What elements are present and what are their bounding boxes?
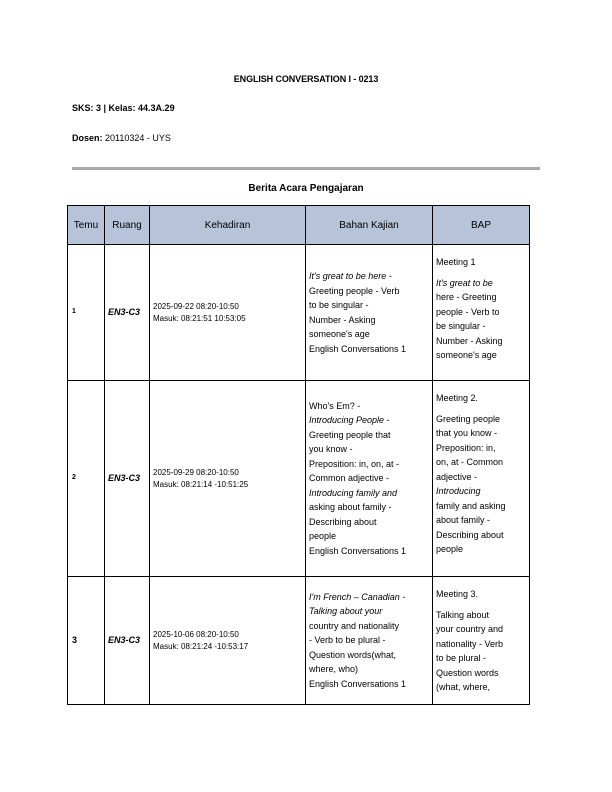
- bap-line: (what, where,: [436, 682, 491, 692]
- bahan-kajian-cell: [306, 381, 433, 577]
- material-line: asking about family -: [309, 502, 392, 513]
- bap-line: be singular -: [436, 321, 486, 331]
- material-line: you know -: [309, 444, 353, 455]
- material-line: Question words(what,: [309, 649, 397, 660]
- header-temu: Temu: [68, 206, 105, 245]
- material-line: I'm French – Canadian -: [309, 591, 406, 602]
- ruang-cell: EN3-C3: [105, 381, 150, 577]
- bahan-kajian-cell: [306, 245, 433, 381]
- ruang-cell: EN3-C3: [105, 577, 150, 705]
- material-line: Talking about your: [309, 606, 383, 617]
- header-bahan-kajian: Bahan Kajian: [306, 206, 433, 245]
- attendance-time: Masuk: 08:21:14 -10:51:25: [153, 479, 249, 489]
- bap-cell: [433, 577, 530, 705]
- bap-line: that you know -: [436, 428, 498, 438]
- bap-cell: [433, 245, 530, 381]
- bap-line: Question words: [436, 667, 499, 678]
- bap-line: Greeting people: [436, 413, 501, 424]
- attendance-time: Masuk: 08:21:51 10:53:05: [153, 313, 246, 323]
- temu-cell: 1: [68, 245, 105, 381]
- bap-line: on, at - Common: [436, 457, 504, 467]
- bap-line: here - Greeting: [436, 292, 497, 302]
- schedule-time: 2025-09-29 08:20-10:50: [153, 467, 239, 477]
- table-caption: Berita Acara Pengajaran: [248, 183, 364, 194]
- schedule-time: 2025-10-06 08:20-10:50: [153, 629, 239, 639]
- material-line: Introducing People -: [309, 415, 390, 426]
- bap-line: Number - Asking: [436, 335, 503, 346]
- bap-line: It's great to be: [436, 277, 493, 288]
- material-line: English Conversations 1: [309, 678, 407, 689]
- bahan-kajian-cell: [306, 577, 433, 705]
- header-ruang: Ruang: [105, 206, 150, 245]
- table-row: [68, 245, 530, 381]
- material-line: It's great to be here -: [309, 271, 392, 281]
- material-line: Greeting people - Verb: [309, 285, 400, 296]
- sks-class-line: SKS: 3 | Kelas: 44.3A.29: [72, 103, 175, 113]
- table-row: [68, 577, 530, 705]
- material-line: English Conversations 1: [309, 545, 407, 556]
- bap-line: nationality - Verb: [436, 638, 504, 649]
- ruang-cell: EN3-C3: [105, 245, 150, 381]
- material-line: Introducing family and: [309, 487, 398, 498]
- lecturer-value: 20110324 - UYS: [105, 133, 171, 143]
- lecturer-line: [72, 133, 171, 143]
- bap-line: Talking about: [436, 609, 490, 620]
- kehadiran-cell: [150, 577, 306, 705]
- material-line: Describing about: [309, 516, 377, 527]
- bap-title: Meeting 1: [436, 257, 476, 267]
- material-line: people: [309, 531, 337, 542]
- bap-title: Meeting 2.: [436, 393, 479, 403]
- kehadiran-cell: [150, 245, 306, 381]
- bap-cell: [433, 381, 530, 577]
- table-row: [68, 381, 530, 577]
- material-line: where, who): [309, 664, 359, 675]
- bap-line: Describing about: [436, 529, 504, 540]
- bap-line: Preposition: in,: [436, 442, 496, 453]
- kehadiran-cell: [150, 381, 306, 577]
- teaching-record-table: [67, 205, 530, 705]
- bap-line: Introducing: [436, 486, 481, 496]
- bap-line: about family -: [436, 515, 491, 525]
- material-line: to be singular -: [309, 300, 369, 310]
- material-line: Preposition: in, on, at -: [309, 458, 400, 469]
- temu-cell: 2: [68, 381, 105, 577]
- bap-line: people - Verb to: [436, 306, 500, 317]
- material-line: Common adjective -: [309, 473, 390, 484]
- material-line: Number - Asking: [309, 314, 376, 325]
- course-title: ENGLISH CONVERSATION I - 0213: [233, 74, 379, 84]
- material-line: English Conversations 1: [309, 343, 407, 354]
- bap-line: adjective -: [436, 471, 478, 482]
- schedule-time: 2025-09-22 08:20-10:50: [153, 301, 239, 311]
- bap-line: family and asking: [436, 500, 506, 511]
- bap-line: your country and: [436, 624, 504, 634]
- lecturer-label: Dosen:: [72, 133, 103, 143]
- material-line: Greeting people that: [309, 429, 391, 440]
- section-divider: [72, 167, 540, 170]
- header-kehadiran: Kehadiran: [150, 206, 306, 245]
- bap-line: to be plural -: [436, 653, 487, 663]
- temu-cell: 3: [68, 577, 105, 705]
- bap-line: someone's age: [436, 350, 497, 360]
- material-line: country and nationality: [309, 620, 400, 631]
- bap-title: Meeting 3.: [436, 589, 479, 599]
- bap-line: people: [436, 544, 464, 554]
- table-header-row: [68, 206, 530, 245]
- material-line: someone's age: [309, 329, 370, 339]
- attendance-time: Masuk: 08:21:24 -10:53:17: [153, 641, 249, 651]
- header-bap: BAP: [433, 206, 530, 245]
- material-line: Who's Em? -: [309, 400, 361, 411]
- material-line: - Verb to be plural -: [309, 635, 386, 646]
